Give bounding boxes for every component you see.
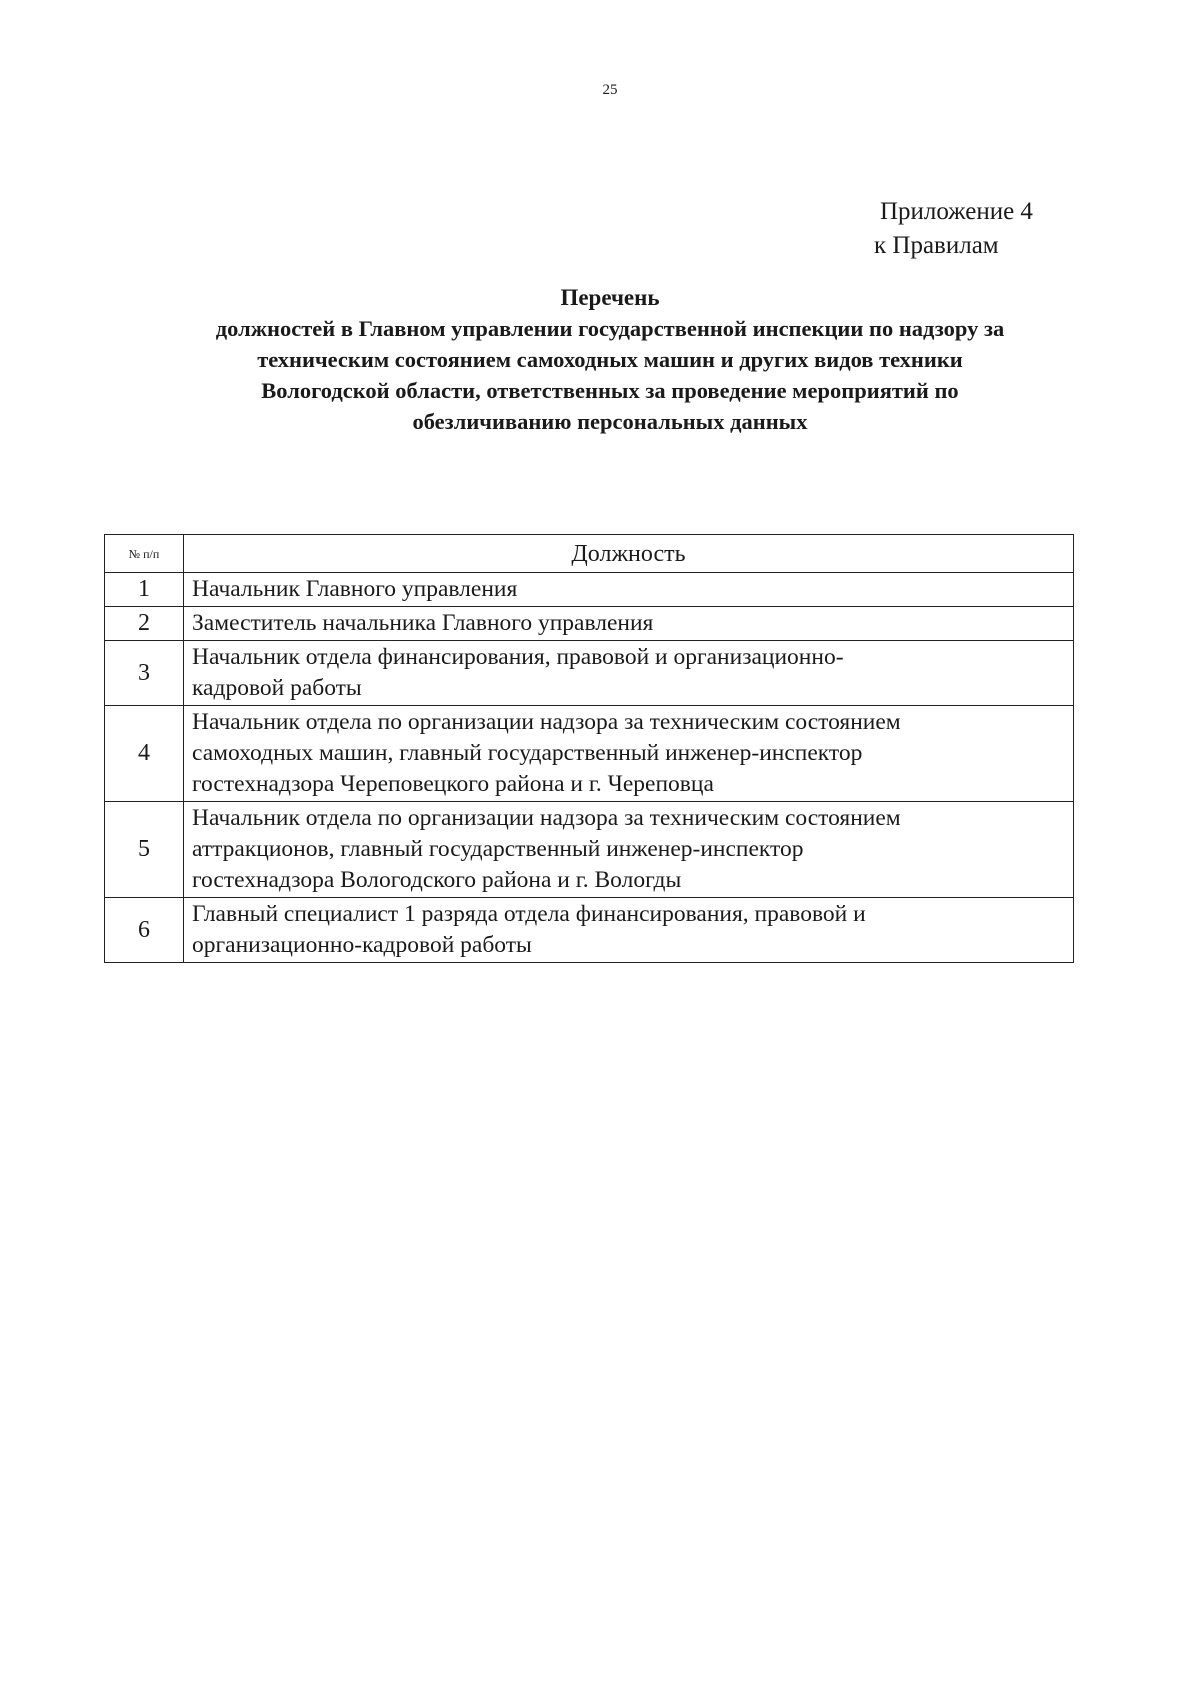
row-number: 1 <box>105 573 184 607</box>
title-heading: Перечень <box>560 285 660 310</box>
appendix-line-2: к Правилам <box>874 232 999 259</box>
position-line: Начальник Главного управления <box>192 576 518 602</box>
title-line-4: обезличиванию персональных данных <box>412 409 808 434</box>
position-line: самоходных машин, главный государственный инженер-инспектор <box>192 740 863 766</box>
position-line: Заместитель начальника Главного управления <box>192 610 654 636</box>
table-header-row <box>105 535 1074 573</box>
position-line: кадровой работы <box>192 675 362 701</box>
row-position <box>184 802 1074 898</box>
row-position <box>184 641 1074 706</box>
row-number: 2 <box>105 607 184 641</box>
header-position: Должность <box>184 535 1074 573</box>
positions-table <box>104 534 1074 963</box>
appendix-line-1: Приложение 4 <box>880 198 1033 225</box>
row-position <box>184 706 1074 802</box>
row-number: 6 <box>105 898 184 963</box>
page-number: 25 <box>602 82 618 98</box>
position-line: гостехнадзора Череповецкого района и г. Череповца <box>192 771 714 797</box>
title-line-3: Вологодской области, ответственных за проведение мероприятий по <box>261 378 959 403</box>
position-line: Начальник отдела по организации надзора за техническим состоянием <box>192 805 901 831</box>
table-row <box>105 641 1074 706</box>
table-row <box>105 802 1074 898</box>
position-line: гостехнадзора Вологодского района и г. Вологды <box>192 867 682 893</box>
position-line: аттракционов, главный государственный инженер-инспектор <box>192 836 804 862</box>
position-line: организационно-кадровой работы <box>192 932 532 958</box>
row-number: 3 <box>105 641 184 706</box>
table-row <box>105 607 1074 641</box>
position-line: Начальник отдела по организации надзора за техническим состоянием <box>192 709 901 735</box>
header-number: № п/п <box>105 535 184 573</box>
appendix-label <box>874 195 1033 263</box>
position-line: Главный специалист 1 разряда отдела финансирования, правовой и <box>192 901 866 927</box>
row-number: 4 <box>105 706 184 802</box>
table-row <box>105 706 1074 802</box>
title-line-1: должностей в Главном управлении государственной инспекции по надзору за <box>215 316 1005 341</box>
position-line: Начальник отдела финансирования, правовой и организационно- <box>192 644 844 670</box>
row-position <box>184 898 1074 963</box>
title-line-2: техническим состоянием самоходных машин и других видов техники <box>257 347 963 372</box>
document-title <box>90 282 1130 437</box>
row-position <box>184 607 1074 641</box>
row-position <box>184 573 1074 607</box>
row-number: 5 <box>105 802 184 898</box>
table-row <box>105 573 1074 607</box>
table-row <box>105 898 1074 963</box>
